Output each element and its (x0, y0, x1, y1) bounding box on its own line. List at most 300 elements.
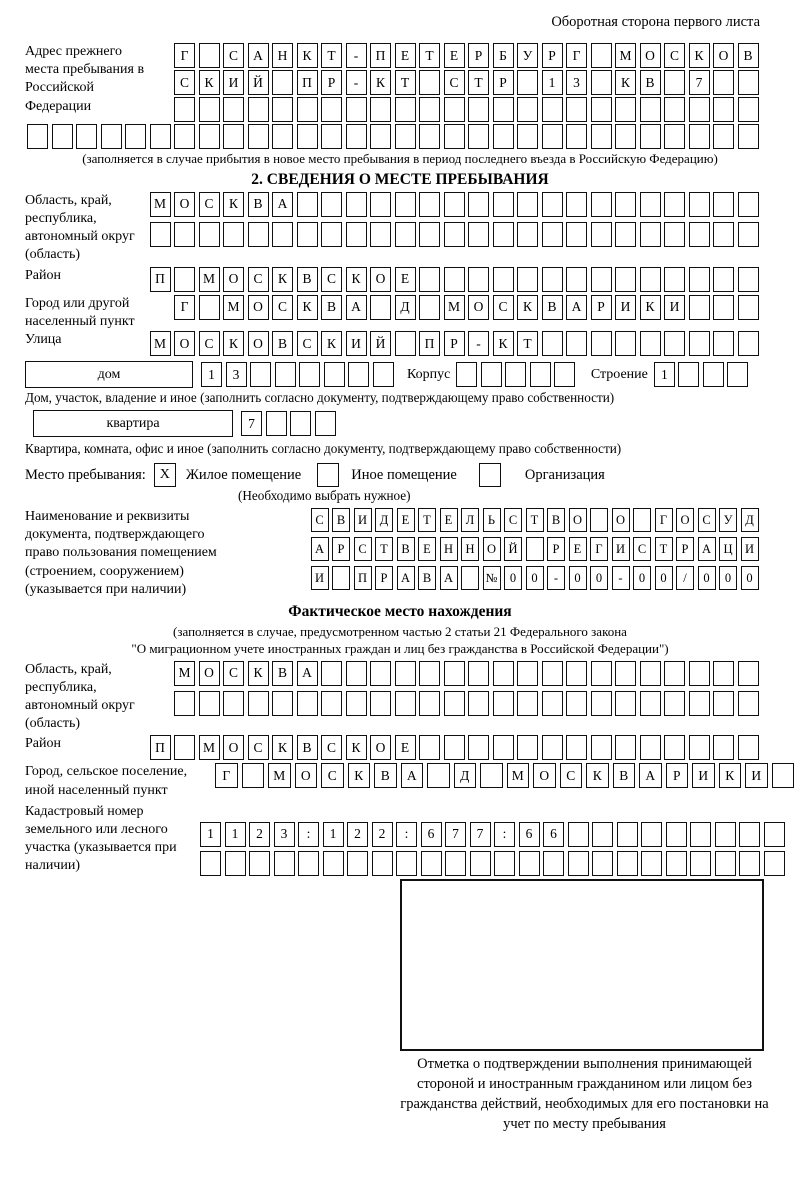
char-cell[interactable]: 0 (590, 566, 608, 590)
char-cell[interactable]: А (698, 537, 716, 561)
char-cell[interactable]: В (418, 566, 436, 590)
char-cell[interactable] (275, 362, 296, 387)
char-cell[interactable]: П (297, 70, 318, 95)
char-cell[interactable] (370, 97, 391, 122)
char-cell[interactable] (250, 362, 271, 387)
char-cell[interactable] (640, 97, 661, 122)
char-cell[interactable]: А (248, 43, 269, 68)
char-cell[interactable]: И (664, 295, 685, 320)
char-cell[interactable]: Ц (719, 537, 737, 561)
char-cell[interactable]: К (586, 763, 609, 788)
char-cell[interactable]: В (321, 295, 342, 320)
char-cell[interactable] (591, 192, 612, 217)
char-cell[interactable]: С (199, 331, 220, 356)
char-cell[interactable] (298, 851, 319, 876)
char-cell[interactable]: В (640, 70, 661, 95)
char-cell[interactable] (517, 735, 538, 760)
char-cell[interactable]: О (174, 331, 195, 356)
char-cell[interactable]: В (332, 508, 350, 532)
char-cell[interactable] (225, 851, 246, 876)
char-cell[interactable]: А (297, 661, 318, 686)
residential-checkbox[interactable]: X (154, 463, 176, 487)
char-cell[interactable] (419, 70, 440, 95)
char-cell[interactable]: 2 (372, 822, 393, 847)
char-cell[interactable]: К (493, 331, 514, 356)
char-cell[interactable] (591, 43, 612, 68)
char-cell[interactable] (419, 267, 440, 292)
char-cell[interactable]: 0 (741, 566, 759, 590)
char-cell[interactable]: С (444, 70, 465, 95)
char-cell[interactable] (419, 735, 440, 760)
char-cell[interactable]: К (297, 43, 318, 68)
char-cell[interactable] (321, 192, 342, 217)
char-cell[interactable] (664, 661, 685, 686)
char-cell[interactable] (542, 192, 563, 217)
char-cell[interactable] (249, 851, 270, 876)
char-cell[interactable] (690, 851, 711, 876)
char-cell[interactable] (713, 222, 734, 247)
char-cell[interactable] (297, 97, 318, 122)
char-cell[interactable] (615, 124, 636, 149)
char-cell[interactable] (493, 691, 514, 716)
char-cell[interactable] (566, 192, 587, 217)
char-cell[interactable] (223, 222, 244, 247)
char-cell[interactable]: И (741, 537, 759, 561)
char-cell[interactable]: Т (375, 537, 393, 561)
char-cell[interactable] (640, 331, 661, 356)
char-cell[interactable] (542, 691, 563, 716)
char-cell[interactable] (248, 222, 269, 247)
char-cell[interactable] (689, 331, 710, 356)
char-cell[interactable] (713, 735, 734, 760)
char-cell[interactable] (554, 362, 575, 387)
char-cell[interactable] (297, 192, 318, 217)
char-cell[interactable]: Т (526, 508, 544, 532)
char-cell[interactable]: П (370, 43, 391, 68)
char-cell[interactable]: Р (375, 566, 393, 590)
char-cell[interactable] (517, 97, 538, 122)
char-cell[interactable]: 3 (226, 362, 247, 387)
char-cell[interactable] (101, 124, 122, 149)
char-cell[interactable]: О (223, 735, 244, 760)
char-cell[interactable]: Д (454, 763, 477, 788)
char-cell[interactable] (297, 691, 318, 716)
char-cell[interactable]: С (174, 70, 195, 95)
char-cell[interactable]: Е (395, 43, 416, 68)
char-cell[interactable] (641, 822, 662, 847)
char-cell[interactable]: О (676, 508, 694, 532)
char-cell[interactable]: О (370, 267, 391, 292)
char-cell[interactable] (272, 222, 293, 247)
char-cell[interactable] (370, 661, 391, 686)
char-cell[interactable]: К (615, 70, 636, 95)
char-cell[interactable]: О (468, 295, 489, 320)
char-cell[interactable]: Е (418, 537, 436, 561)
char-cell[interactable] (470, 851, 491, 876)
char-cell[interactable] (419, 661, 440, 686)
char-cell[interactable]: Т (655, 537, 673, 561)
char-cell[interactable]: М (174, 661, 195, 686)
char-cell[interactable] (468, 691, 489, 716)
char-cell[interactable] (703, 362, 724, 387)
char-cell[interactable] (542, 97, 563, 122)
char-cell[interactable] (419, 691, 440, 716)
char-cell[interactable] (493, 97, 514, 122)
char-cell[interactable] (738, 124, 759, 149)
char-cell[interactable] (615, 222, 636, 247)
char-cell[interactable] (738, 222, 759, 247)
char-cell[interactable] (27, 124, 48, 149)
char-cell[interactable] (125, 124, 146, 149)
char-cell[interactable] (370, 222, 391, 247)
char-cell[interactable]: 1 (323, 822, 344, 847)
char-cell[interactable]: 2 (249, 822, 270, 847)
char-cell[interactable] (664, 691, 685, 716)
char-cell[interactable] (290, 411, 311, 436)
char-cell[interactable] (641, 851, 662, 876)
char-cell[interactable] (468, 192, 489, 217)
char-cell[interactable]: 2 (347, 822, 368, 847)
char-cell[interactable]: Д (395, 295, 416, 320)
char-cell[interactable]: А (639, 763, 662, 788)
char-cell[interactable]: О (533, 763, 556, 788)
char-cell[interactable]: : (494, 822, 515, 847)
char-cell[interactable]: У (719, 508, 737, 532)
char-cell[interactable] (591, 331, 612, 356)
char-cell[interactable] (419, 222, 440, 247)
char-cell[interactable]: В (738, 43, 759, 68)
char-cell[interactable] (444, 222, 465, 247)
char-cell[interactable] (640, 735, 661, 760)
char-cell[interactable]: Р (493, 70, 514, 95)
char-cell[interactable] (321, 661, 342, 686)
char-cell[interactable] (640, 691, 661, 716)
char-cell[interactable] (738, 267, 759, 292)
char-cell[interactable]: К (346, 735, 367, 760)
char-cell[interactable]: С (199, 192, 220, 217)
char-cell[interactable]: Т (418, 508, 436, 532)
char-cell[interactable] (566, 691, 587, 716)
char-cell[interactable] (689, 222, 710, 247)
char-cell[interactable]: Д (741, 508, 759, 532)
char-cell[interactable] (346, 222, 367, 247)
char-cell[interactable] (468, 222, 489, 247)
char-cell[interactable] (199, 97, 220, 122)
char-cell[interactable] (519, 851, 540, 876)
char-cell[interactable] (468, 267, 489, 292)
char-cell[interactable] (738, 192, 759, 217)
char-cell[interactable] (615, 691, 636, 716)
char-cell[interactable]: 6 (543, 822, 564, 847)
char-cell[interactable]: Т (321, 43, 342, 68)
char-cell[interactable]: К (199, 70, 220, 95)
char-cell[interactable] (542, 222, 563, 247)
char-cell[interactable]: 0 (719, 566, 737, 590)
char-cell[interactable] (591, 222, 612, 247)
char-cell[interactable]: П (150, 735, 171, 760)
char-cell[interactable]: Е (569, 537, 587, 561)
char-cell[interactable]: Г (174, 295, 195, 320)
char-cell[interactable]: 0 (526, 566, 544, 590)
char-cell[interactable] (713, 295, 734, 320)
char-cell[interactable]: О (483, 537, 501, 561)
char-cell[interactable] (517, 691, 538, 716)
char-cell[interactable] (568, 851, 589, 876)
char-cell[interactable]: С (321, 735, 342, 760)
char-cell[interactable] (542, 735, 563, 760)
char-cell[interactable] (199, 295, 220, 320)
char-cell[interactable]: К (223, 192, 244, 217)
char-cell[interactable] (395, 192, 416, 217)
char-cell[interactable]: С (248, 267, 269, 292)
char-cell[interactable]: М (150, 192, 171, 217)
char-cell[interactable] (427, 763, 450, 788)
char-cell[interactable] (468, 97, 489, 122)
char-cell[interactable] (315, 411, 336, 436)
char-cell[interactable]: М (507, 763, 530, 788)
char-cell[interactable] (566, 331, 587, 356)
char-cell[interactable]: О (640, 43, 661, 68)
char-cell[interactable] (530, 362, 551, 387)
char-cell[interactable] (566, 661, 587, 686)
char-cell[interactable]: К (272, 267, 293, 292)
char-cell[interactable]: - (346, 70, 367, 95)
char-cell[interactable] (689, 97, 710, 122)
char-cell[interactable] (727, 362, 748, 387)
char-cell[interactable]: С (493, 295, 514, 320)
char-cell[interactable] (174, 222, 195, 247)
char-cell[interactable] (640, 192, 661, 217)
char-cell[interactable] (590, 508, 608, 532)
char-cell[interactable]: А (346, 295, 367, 320)
char-cell[interactable] (517, 222, 538, 247)
char-cell[interactable] (738, 331, 759, 356)
char-cell[interactable]: В (248, 192, 269, 217)
char-cell[interactable] (615, 331, 636, 356)
char-cell[interactable] (664, 267, 685, 292)
char-cell[interactable] (591, 735, 612, 760)
char-cell[interactable] (373, 362, 394, 387)
char-cell[interactable] (689, 267, 710, 292)
char-cell[interactable]: Е (395, 735, 416, 760)
char-cell[interactable] (640, 267, 661, 292)
char-cell[interactable]: 7 (445, 822, 466, 847)
char-cell[interactable]: Й (370, 331, 391, 356)
char-cell[interactable] (713, 331, 734, 356)
char-cell[interactable]: С (297, 331, 318, 356)
char-cell[interactable]: О (370, 735, 391, 760)
char-cell[interactable]: С (504, 508, 522, 532)
char-cell[interactable]: М (223, 295, 244, 320)
char-cell[interactable]: Р (676, 537, 694, 561)
char-cell[interactable] (738, 691, 759, 716)
char-cell[interactable] (493, 661, 514, 686)
char-cell[interactable] (517, 661, 538, 686)
char-cell[interactable]: К (321, 331, 342, 356)
char-cell[interactable]: 6 (421, 822, 442, 847)
char-cell[interactable] (321, 124, 342, 149)
char-cell[interactable]: К (370, 70, 391, 95)
char-cell[interactable] (517, 267, 538, 292)
char-cell[interactable] (346, 691, 367, 716)
char-cell[interactable]: В (297, 735, 318, 760)
char-cell[interactable] (568, 822, 589, 847)
char-cell[interactable]: Е (440, 508, 458, 532)
char-cell[interactable]: Т (468, 70, 489, 95)
char-cell[interactable] (566, 222, 587, 247)
char-cell[interactable] (348, 362, 369, 387)
char-cell[interactable]: Н (272, 43, 293, 68)
char-cell[interactable]: - (612, 566, 630, 590)
char-cell[interactable] (664, 192, 685, 217)
char-cell[interactable] (444, 192, 465, 217)
char-cell[interactable]: Р (332, 537, 350, 561)
char-cell[interactable] (738, 661, 759, 686)
char-cell[interactable]: С (354, 537, 372, 561)
char-cell[interactable] (738, 70, 759, 95)
char-cell[interactable]: С (321, 267, 342, 292)
char-cell[interactable] (738, 97, 759, 122)
char-cell[interactable] (664, 735, 685, 760)
char-cell[interactable]: Д (375, 508, 393, 532)
char-cell[interactable] (248, 691, 269, 716)
char-cell[interactable] (664, 124, 685, 149)
char-cell[interactable] (223, 124, 244, 149)
char-cell[interactable]: 6 (519, 822, 540, 847)
char-cell[interactable] (615, 735, 636, 760)
char-cell[interactable]: А (566, 295, 587, 320)
char-cell[interactable]: № (483, 566, 501, 590)
char-cell[interactable] (493, 124, 514, 149)
char-cell[interactable] (468, 124, 489, 149)
char-cell[interactable]: 0 (698, 566, 716, 590)
char-cell[interactable]: К (272, 735, 293, 760)
char-cell[interactable] (517, 124, 538, 149)
char-cell[interactable] (370, 691, 391, 716)
char-cell[interactable] (200, 851, 221, 876)
char-cell[interactable] (272, 124, 293, 149)
char-cell[interactable] (444, 735, 465, 760)
char-cell[interactable] (615, 192, 636, 217)
char-cell[interactable] (615, 661, 636, 686)
char-cell[interactable]: С (223, 43, 244, 68)
char-cell[interactable]: О (295, 763, 318, 788)
char-cell[interactable]: О (569, 508, 587, 532)
char-cell[interactable]: А (311, 537, 329, 561)
char-cell[interactable] (517, 192, 538, 217)
char-cell[interactable]: Л (461, 508, 479, 532)
char-cell[interactable] (689, 124, 710, 149)
char-cell[interactable]: К (346, 267, 367, 292)
char-cell[interactable] (689, 735, 710, 760)
char-cell[interactable]: : (396, 822, 417, 847)
char-cell[interactable]: Т (395, 70, 416, 95)
char-cell[interactable] (321, 691, 342, 716)
char-cell[interactable] (321, 222, 342, 247)
char-cell[interactable] (617, 822, 638, 847)
char-cell[interactable]: И (612, 537, 630, 561)
char-cell[interactable]: Р (547, 537, 565, 561)
char-cell[interactable] (633, 508, 651, 532)
char-cell[interactable]: 0 (569, 566, 587, 590)
char-cell[interactable]: М (199, 735, 220, 760)
char-cell[interactable]: 3 (274, 822, 295, 847)
char-cell[interactable] (542, 267, 563, 292)
char-cell[interactable]: С (664, 43, 685, 68)
char-cell[interactable] (543, 851, 564, 876)
char-cell[interactable] (248, 97, 269, 122)
char-cell[interactable] (615, 267, 636, 292)
char-cell[interactable] (324, 362, 345, 387)
char-cell[interactable]: 1 (542, 70, 563, 95)
char-cell[interactable]: В (297, 267, 318, 292)
char-cell[interactable]: - (468, 331, 489, 356)
char-cell[interactable] (493, 267, 514, 292)
char-cell[interactable] (174, 124, 195, 149)
char-cell[interactable] (395, 661, 416, 686)
char-cell[interactable] (395, 331, 416, 356)
char-cell[interactable]: Й (248, 70, 269, 95)
char-cell[interactable]: К (640, 295, 661, 320)
char-cell[interactable] (713, 70, 734, 95)
char-cell[interactable] (266, 411, 287, 436)
char-cell[interactable]: К (297, 295, 318, 320)
char-cell[interactable] (445, 851, 466, 876)
char-cell[interactable] (566, 267, 587, 292)
char-cell[interactable]: 1 (654, 362, 675, 387)
char-cell[interactable]: Р (542, 43, 563, 68)
char-cell[interactable] (347, 851, 368, 876)
char-cell[interactable]: С (698, 508, 716, 532)
char-cell[interactable]: К (248, 661, 269, 686)
char-cell[interactable]: Е (395, 267, 416, 292)
char-cell[interactable]: М (444, 295, 465, 320)
char-cell[interactable] (715, 822, 736, 847)
char-cell[interactable] (542, 661, 563, 686)
char-cell[interactable] (689, 295, 710, 320)
char-cell[interactable]: 7 (470, 822, 491, 847)
char-cell[interactable] (444, 267, 465, 292)
char-cell[interactable]: - (346, 43, 367, 68)
char-cell[interactable] (542, 331, 563, 356)
char-cell[interactable] (542, 124, 563, 149)
char-cell[interactable] (493, 192, 514, 217)
char-cell[interactable]: 3 (566, 70, 587, 95)
char-cell[interactable]: М (268, 763, 291, 788)
char-cell[interactable]: Н (440, 537, 458, 561)
char-cell[interactable] (199, 222, 220, 247)
char-cell[interactable]: Р (468, 43, 489, 68)
char-cell[interactable] (591, 267, 612, 292)
char-cell[interactable] (444, 124, 465, 149)
char-cell[interactable]: Г (590, 537, 608, 561)
char-cell[interactable] (468, 735, 489, 760)
char-cell[interactable]: О (174, 192, 195, 217)
char-cell[interactable] (591, 70, 612, 95)
char-cell[interactable] (223, 97, 244, 122)
char-cell[interactable] (323, 851, 344, 876)
char-cell[interactable]: О (248, 295, 269, 320)
char-cell[interactable]: М (199, 267, 220, 292)
char-cell[interactable] (421, 851, 442, 876)
char-cell[interactable] (174, 267, 195, 292)
char-cell[interactable] (199, 124, 220, 149)
char-cell[interactable] (174, 735, 195, 760)
other-premises-checkbox[interactable] (317, 463, 339, 487)
char-cell[interactable]: Р (444, 331, 465, 356)
char-cell[interactable] (664, 222, 685, 247)
char-cell[interactable]: К (517, 295, 538, 320)
